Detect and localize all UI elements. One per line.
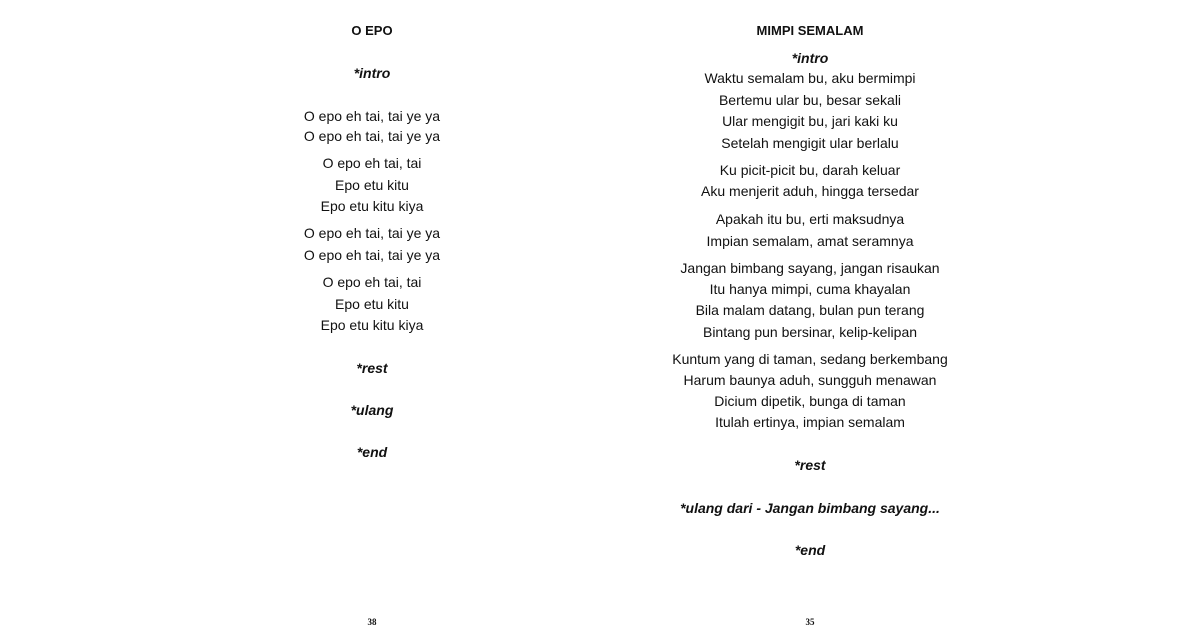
- end-cue: *end: [356, 444, 388, 460]
- lyric-line: Epo etu kitu: [335, 296, 409, 312]
- lyric-line: Jangan bimbang sayang, jangan risaukan: [680, 260, 940, 276]
- lyric-line: Epo etu kitu kiya: [320, 198, 424, 214]
- intro-cue: *intro: [353, 65, 391, 81]
- repeat-cue: *ulang dari - Jangan bimbang sayang...: [680, 500, 940, 516]
- lyric-line: Setelah mengigit ular berlalu: [721, 135, 899, 151]
- lyric-line: O epo eh tai, tai ye ya: [303, 108, 441, 124]
- lyric-line: Itu hanya mimpi, cuma khayalan: [709, 281, 911, 297]
- lyric-line: Bila malam datang, bulan pun terang: [695, 302, 925, 318]
- lyric-line: O epo eh tai, tai ye ya: [303, 128, 441, 144]
- lyric-line: Ular mengigit bu, jari kaki ku: [722, 113, 898, 129]
- lyric-line: Impian semalam, amat seramnya: [706, 233, 914, 249]
- lyric-line: O epo eh tai, tai ye ya: [303, 225, 441, 241]
- page-number: 35: [805, 617, 815, 627]
- song-title: MIMPI SEMALAM: [756, 23, 864, 38]
- repeat-cue: *ulang: [350, 402, 394, 418]
- lyric-line: Kuntum yang di taman, sedang berkembang: [672, 351, 948, 367]
- lyric-line: Bertemu ular bu, besar sekali: [718, 92, 902, 108]
- lyric-line: Harum baunya aduh, sungguh menawan: [683, 372, 937, 388]
- lyric-line: Dicium dipetik, bunga di taman: [714, 393, 906, 409]
- rest-cue: *rest: [356, 360, 388, 376]
- lyric-line: O epo eh tai, tai: [322, 155, 422, 171]
- lyric-line: Epo etu kitu: [335, 177, 409, 193]
- lyric-line: Epo etu kitu kiya: [320, 317, 424, 333]
- lyric-line: O epo eh tai, tai: [322, 274, 422, 290]
- lyric-line: Apakah itu bu, erti maksudnya: [715, 211, 905, 227]
- lyric-line: Bintang pun bersinar, kelip-kelipan: [702, 324, 918, 340]
- song-title: O EPO: [351, 23, 393, 38]
- intro-cue: *intro: [791, 50, 829, 66]
- lyric-line: Itulah ertinya, impian semalam: [715, 414, 905, 430]
- lyric-line: O epo eh tai, tai ye ya: [303, 247, 441, 263]
- lyric-line: Ku picit-picit bu, darah keluar: [719, 162, 901, 178]
- lyric-line: Waktu semalam bu, aku bermimpi: [704, 70, 916, 86]
- rest-cue: *rest: [794, 457, 826, 473]
- end-cue: *end: [794, 542, 826, 558]
- page-number: 38: [367, 617, 377, 627]
- lyric-line: Aku menjerit aduh, hingga tersedar: [701, 183, 919, 199]
